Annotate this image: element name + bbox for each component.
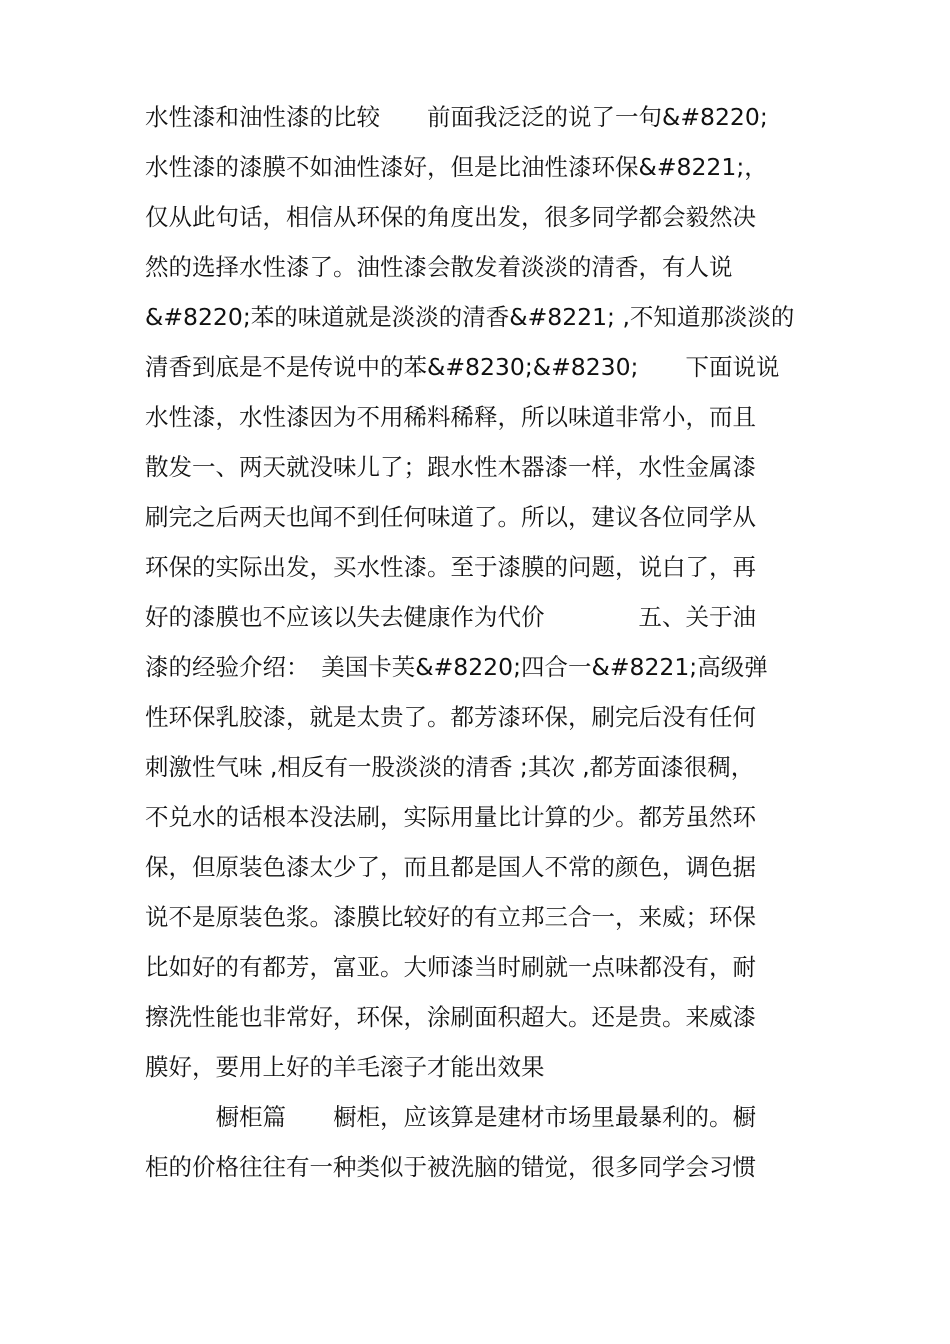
text-line: 水性漆的漆膜不如油性漆好，但是比油性漆环保&#8221;，	[145, 153, 768, 181]
text-line: 说不是原装色浆。漆膜比较好的有立邦三合一，来威；环保	[145, 903, 756, 931]
text-line: 刷完之后两天也闻不到任何味道了。所以，建议各位同学从	[145, 503, 756, 531]
text-line: 散发一、两天就没味儿了；跟水性木器漆一样，水性金属漆	[145, 453, 756, 481]
text-line: 清香到底是不是传说中的苯&#8230;&#8230; 下面说说	[145, 353, 780, 381]
text-line: 好的漆膜也不应该以失去健康作为代价 五、关于油	[145, 603, 756, 631]
text-line: 膜好，要用上好的羊毛滚子才能出效果	[145, 1053, 545, 1081]
text-line: 环保的实际出发，买水性漆。至于漆膜的问题，说白了，再	[145, 553, 756, 581]
text-line: 性环保乳胶漆，就是太贵了。都芳漆环保，刷完后没有任何	[145, 703, 756, 731]
text-line: 然的选择水性漆了。油性漆会散发着淡淡的清香，有人说	[145, 253, 733, 281]
text-line: 保，但原装色漆太少了，而且都是国人不常的颜色，调色据	[145, 853, 756, 881]
text-line: 刺激性气味 ,相反有一股淡淡的清香 ;其次 ,都芳面漆很稠，	[145, 753, 755, 781]
text-line: 柜的价格往往有一种类似于被洗脑的错觉，很多同学会习惯	[145, 1153, 756, 1181]
text-line: 水性漆，水性漆因为不用稀料稀释，所以味道非常小，而且	[145, 403, 756, 431]
text-line: 漆的经验介绍： 美国卡芙&#8220;四合一&#8221;高级弹	[145, 653, 768, 681]
text-line: &#8220;苯的味道就是淡淡的清香&#8221; ,不知道那淡淡的	[145, 303, 795, 331]
text-line: 擦洗性能也非常好，环保，涂刷面积超大。还是贵。来威漆	[145, 1003, 756, 1031]
text-line: 水性漆和油性漆的比较 前面我泛泛的说了一句&#8220;	[145, 103, 768, 131]
text-line: 橱柜篇 橱柜，应该算是建材市场里最暴利的。橱	[145, 1103, 756, 1131]
text-line: 比如好的有都芳，富亚。大师漆当时刷就一点味都没有，耐	[145, 953, 756, 981]
text-line: 仅从此句话，相信从环保的角度出发，很多同学都会毅然决	[145, 203, 756, 231]
text-line: 不兑水的话根本没法刷，实际用量比计算的少。都芳虽然环	[145, 803, 756, 831]
